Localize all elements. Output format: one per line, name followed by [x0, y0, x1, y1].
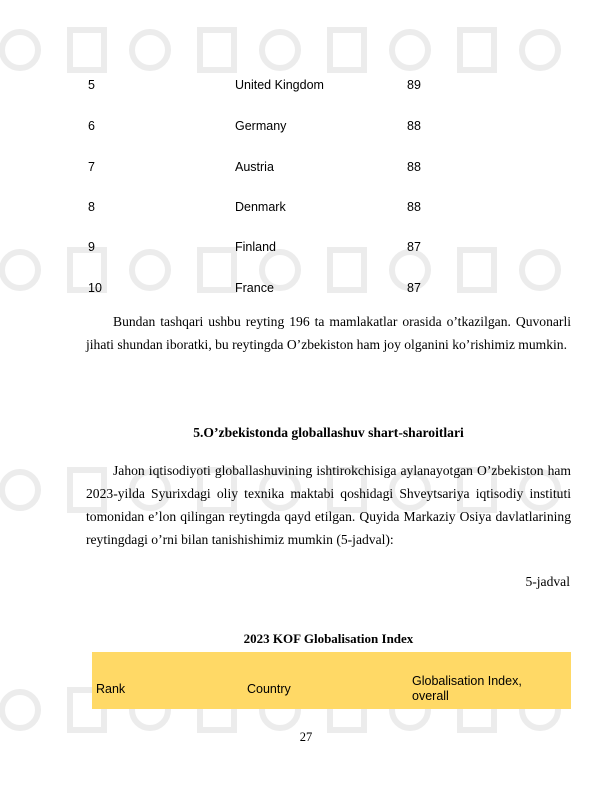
table-row	[88, 160, 568, 180]
rank-cell: 9	[88, 240, 95, 254]
header-index: Globalisation Index, overall	[412, 674, 522, 703]
header-rank: Rank	[96, 682, 126, 696]
paragraph-text: Bundan tashqari ushbu reyting 196 ta mamlakatlar orasida o’tkazilgan. Quvonarli jihati shundan iboratki, bu reytingda O’zbekiston ham joy olganini ko’rishimiz mumkin.	[86, 314, 571, 352]
table-row	[88, 281, 568, 301]
body-paragraph	[86, 310, 571, 356]
table-label: 5-jadval	[525, 574, 570, 589]
score-cell: 89	[407, 78, 421, 92]
country-cell: Austria	[235, 160, 274, 174]
header-country: Country	[247, 682, 291, 696]
table-row	[88, 200, 568, 220]
country-cell: Finland	[235, 240, 276, 254]
score-cell: 87	[407, 240, 421, 254]
score-cell: 87	[407, 281, 421, 295]
country-cell: Denmark	[235, 200, 286, 214]
section-heading: 5.O’zbekistonda globallashuv shart-sharoitlari	[193, 425, 464, 440]
table-row	[88, 78, 568, 98]
score-cell: 88	[407, 160, 421, 174]
country-cell: France	[235, 281, 274, 295]
country-cell: Germany	[235, 119, 287, 133]
country-cell: United Kingdom	[235, 78, 324, 92]
table-row	[88, 240, 568, 260]
rank-cell: 7	[88, 160, 95, 174]
table-row	[88, 119, 568, 139]
rank-cell: 10	[88, 281, 102, 295]
score-cell: 88	[407, 119, 421, 133]
rank-cell: 6	[88, 119, 95, 133]
rank-cell: 5	[88, 78, 95, 92]
body-paragraph	[86, 459, 571, 551]
score-cell: 88	[407, 200, 421, 214]
table-title: 2023 KOF Globalisation Index	[243, 631, 414, 646]
kof-table-header	[92, 652, 571, 709]
page-number: 27	[299, 730, 313, 744]
rank-cell: 8	[88, 200, 95, 214]
paragraph-text: Jahon iqtisodiyoti globallashuvining ishtirokchisiga aylanayotgan O’zbekiston ham 2023-yilda Syurixdagi oliy texnika maktabi qoshidagi Shveytsariya iqtisodiy instituti tomonidan e’lon qilingan reytingda qayd etilgan. Quyida Markaziy Osiya davlatlarining reytingdagi o’rni bilan tanishishimiz mumkin (5-jadval):	[86, 463, 571, 547]
